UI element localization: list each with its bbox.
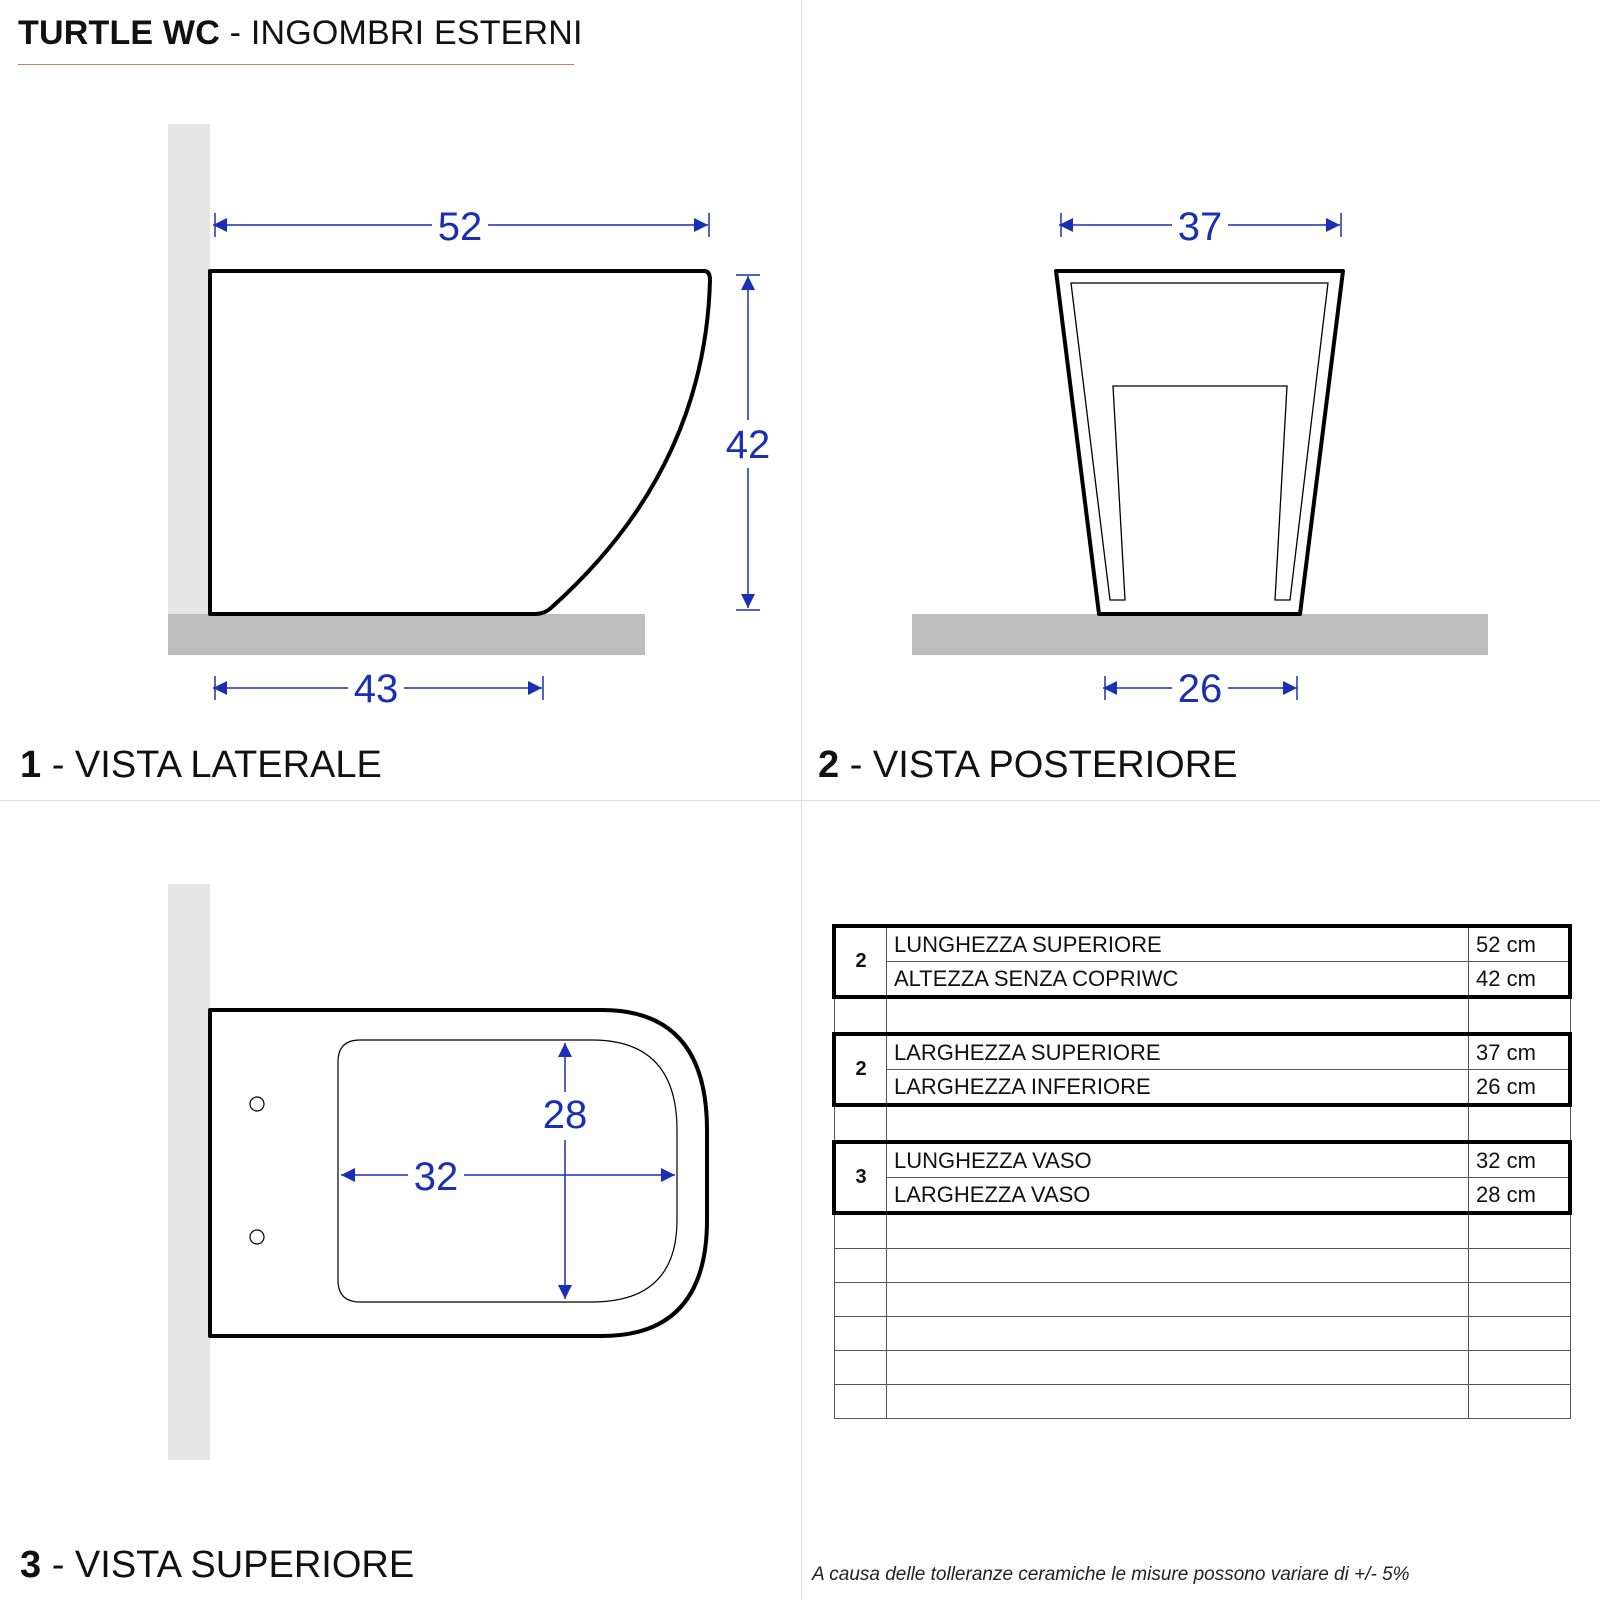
- top-view-drawing: [168, 884, 707, 1460]
- table-row: [834, 926, 1570, 962]
- group-view-number: 2: [834, 1034, 887, 1105]
- side-bowl-outline: [210, 271, 710, 614]
- view-label-rear: 2 - VISTA POSTERIORE: [818, 744, 1238, 786]
- spec-value: 26 cm: [1469, 1070, 1571, 1106]
- table-row: [834, 1142, 1570, 1178]
- side-wall: [168, 124, 210, 620]
- table-row: [834, 1351, 1570, 1385]
- table-row: [834, 1034, 1570, 1070]
- rear-view-drawing: [912, 200, 1488, 712]
- spec-label: LUNGHEZZA VASO: [887, 1142, 1469, 1178]
- table-row: [834, 1178, 1570, 1214]
- rear-floor: [912, 614, 1488, 655]
- group-view-number: 2: [834, 926, 887, 997]
- table-row: [834, 1213, 1570, 1249]
- title-separator: -: [219, 14, 251, 52]
- table-row: [834, 1283, 1570, 1317]
- dim-side-base-length: 43: [353, 667, 399, 711]
- table-row: [834, 997, 1570, 1034]
- fixing-hole-top: [250, 1097, 264, 1111]
- group-view-number: 3: [834, 1142, 887, 1213]
- spec-value: 28 cm: [1469, 1178, 1571, 1214]
- table-row: [834, 1317, 1570, 1351]
- product-name: TURTLE WC: [18, 14, 220, 52]
- table-row: [834, 1105, 1570, 1142]
- view-label-side: 1 - VISTA LATERALE: [20, 744, 382, 786]
- table-row: [834, 962, 1570, 998]
- side-floor: [168, 614, 645, 655]
- dim-rear-top-width: 37: [1177, 205, 1223, 249]
- dim-rear-base-width: 26: [1177, 667, 1223, 711]
- fixing-hole-bottom: [250, 1230, 264, 1244]
- spec-value: 37 cm: [1469, 1034, 1571, 1070]
- spec-label: ALTEZZA SENZA COPRIWC: [887, 962, 1469, 998]
- spec-label: LARGHEZZA VASO: [887, 1178, 1469, 1214]
- spec-value: 52 cm: [1469, 926, 1571, 962]
- spec-table: [832, 924, 1572, 1419]
- tolerance-footnote: A causa delle tolleranze ceramiche le misure possono variare di +/- 5%: [812, 1564, 1410, 1585]
- table-row: [834, 1249, 1570, 1283]
- dim-side-height: 42: [725, 423, 771, 467]
- table-row: [834, 1385, 1570, 1419]
- spec-label: LARGHEZZA SUPERIORE: [887, 1034, 1469, 1070]
- spec-label: LARGHEZZA INFERIORE: [887, 1070, 1469, 1106]
- view-label-top: 3 - VISTA SUPERIORE: [20, 1544, 415, 1586]
- dim-top-bowl-width: 28: [542, 1093, 588, 1137]
- side-view-drawing: [168, 124, 778, 712]
- rear-bowl-outline: [1056, 271, 1343, 614]
- page-subtitle: INGOMBRI ESTERNI: [250, 14, 583, 52]
- spec-label: LUNGHEZZA SUPERIORE: [887, 926, 1469, 962]
- spec-value: 32 cm: [1469, 1142, 1571, 1178]
- top-wall: [168, 884, 210, 1460]
- dim-side-top-length: 52: [437, 205, 483, 249]
- spec-value: 42 cm: [1469, 962, 1571, 998]
- dim-top-bowl-length: 32: [413, 1155, 459, 1199]
- table-row: [834, 1070, 1570, 1106]
